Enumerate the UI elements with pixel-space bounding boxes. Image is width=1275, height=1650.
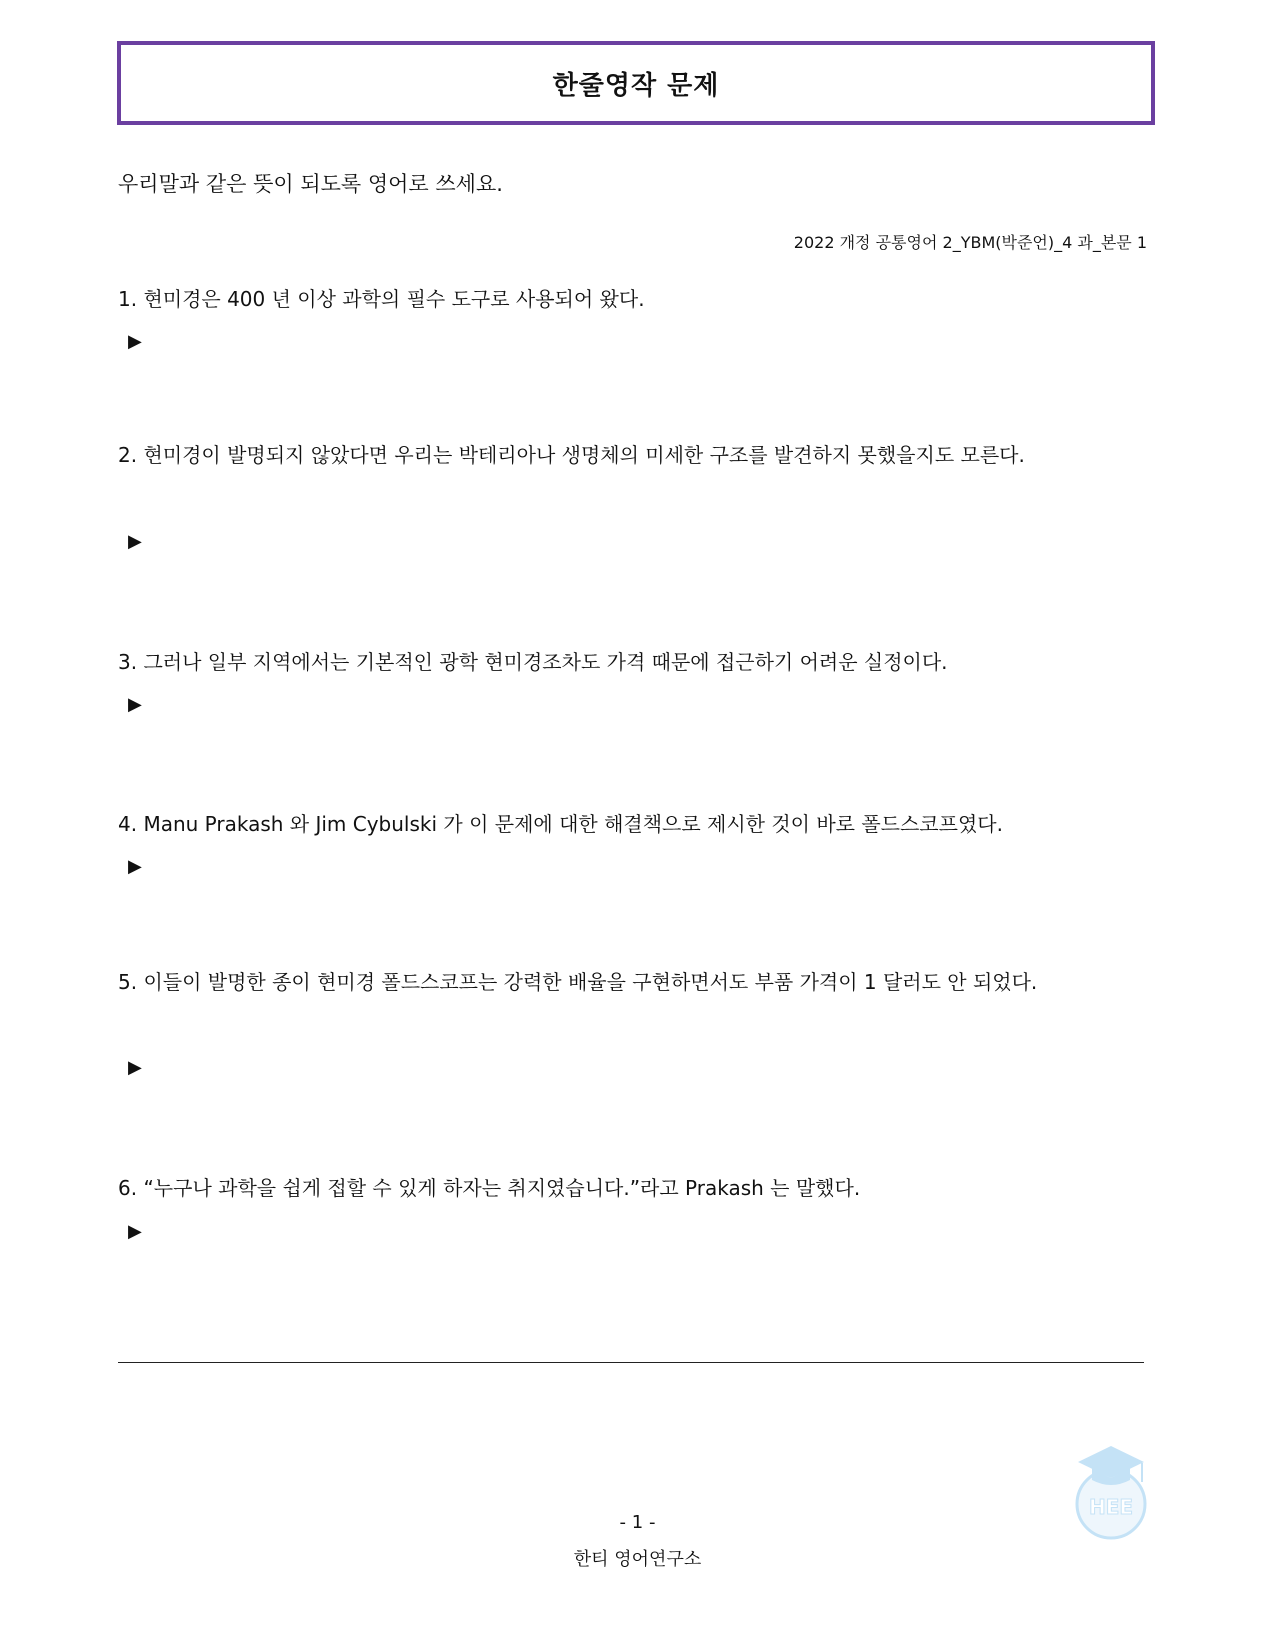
answer-arrow-4: ▶ xyxy=(128,856,142,877)
footer-organization: 한티 영어연구소 xyxy=(573,1549,702,1570)
footer-divider xyxy=(118,1362,1144,1363)
question-6: 6. “누구나 과학을 쉽게 접할 수 있게 하자는 취지였습니다.”라고 Prakash 는 말했다. xyxy=(118,1176,861,1200)
page-title: 한줄영작 문제 xyxy=(552,70,720,101)
answer-arrow-2: ▶ xyxy=(128,531,142,552)
title-box xyxy=(117,41,1155,125)
source-label: 2022 개정 공통영어 2_YBM(박준언)_4 과_본문 1 xyxy=(793,233,1147,252)
question-3: 3. 그러나 일부 지역에서는 기본적인 광학 현미경조차도 가격 때문에 접근하기 어려운 실정이다. xyxy=(118,650,948,674)
answer-arrow-5: ▶ xyxy=(128,1057,142,1078)
answer-arrow-1: ▶ xyxy=(128,331,142,352)
answer-arrow-3: ▶ xyxy=(128,694,142,715)
logo-text: HEE xyxy=(1088,1495,1134,1519)
answer-arrow-6: ▶ xyxy=(128,1221,142,1242)
question-5: 5. 이들이 발명한 종이 현미경 폴드스코프는 강력한 배율을 구현하면서도 부품 가격이 1 달러도 안 되었다. xyxy=(118,970,1038,994)
question-2: 2. 현미경이 발명되지 않았다면 우리는 박테리아나 생명체의 미세한 구조를 발견하지 못했을지도 모른다. xyxy=(118,443,1025,467)
page-number: - 1 - xyxy=(619,1512,656,1533)
question-1: 1. 현미경은 400 년 이상 과학의 필수 도구로 사용되어 왔다. xyxy=(118,287,645,311)
question-4: 4. Manu Prakash 와 Jim Cybulski 가 이 문제에 대한 해결책으로 제시한 것이 바로 폴드스코프였다. xyxy=(118,812,1003,836)
instruction-text: 우리말과 같은 뜻이 되도록 영어로 쓰세요. xyxy=(118,172,503,196)
